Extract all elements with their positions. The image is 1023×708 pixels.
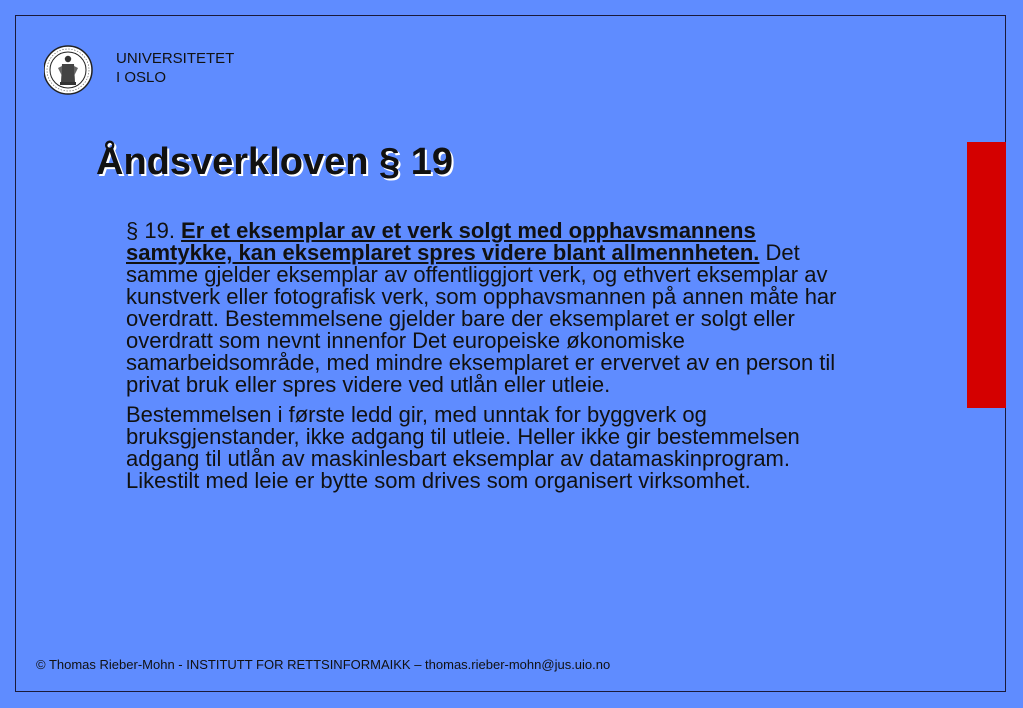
- institution-line-1: UNIVERSITETET: [116, 50, 235, 67]
- footer-copyright: © Thomas Rieber-Mohn - INSTITUTT FOR RETTSINFORMAIKK – thomas.rieber-mohn@jus.uio.no: [36, 657, 611, 672]
- university-seal-icon: [44, 42, 108, 98]
- paragraph-1-prefix: § 19.: [126, 218, 182, 243]
- slide-body: [126, 220, 846, 500]
- paragraph-1: [126, 220, 846, 396]
- slide-title: Åndsverkloven § 19: [96, 141, 453, 183]
- institution-line-2: I OSLO: [116, 69, 167, 86]
- paragraph-2: Bestemmelsen i første ledd gir, med unntak for byggverk og bruksgjenstander, ikke adgang til utleie. Heller ikke gir bestemmelsen adgang til utlån av maskinlesbart eksemplar av datamaskinprogram. Likestilt med leie er bytte som drives som organisert virksomhet.: [126, 402, 800, 493]
- paragraph-1-rest: Det samme gjelder eksemplar av offentliggjort verk, og ethvert eksemplar av kunstverk eller fotografisk verk, som opphavsmannen på annen måte har overdratt. Bestemmelsene gjelder bare der eksemplaret er solgt eller overdratt som nevnt innenfor Det europeiske økonomiske samarbeidsområde, med mindre eksemplaret er ervervet av en person til privat bruk eller spres videre ved utlån eller utleie.: [126, 240, 837, 397]
- paragraph-1-emphasis: Er et eksemplar av et verk solgt med opphavsmannens samtykke, kan eksemplaret spres videre blant allmennheten.: [126, 218, 760, 265]
- institution-name: [116, 49, 234, 87]
- accent-bar: [967, 142, 1006, 408]
